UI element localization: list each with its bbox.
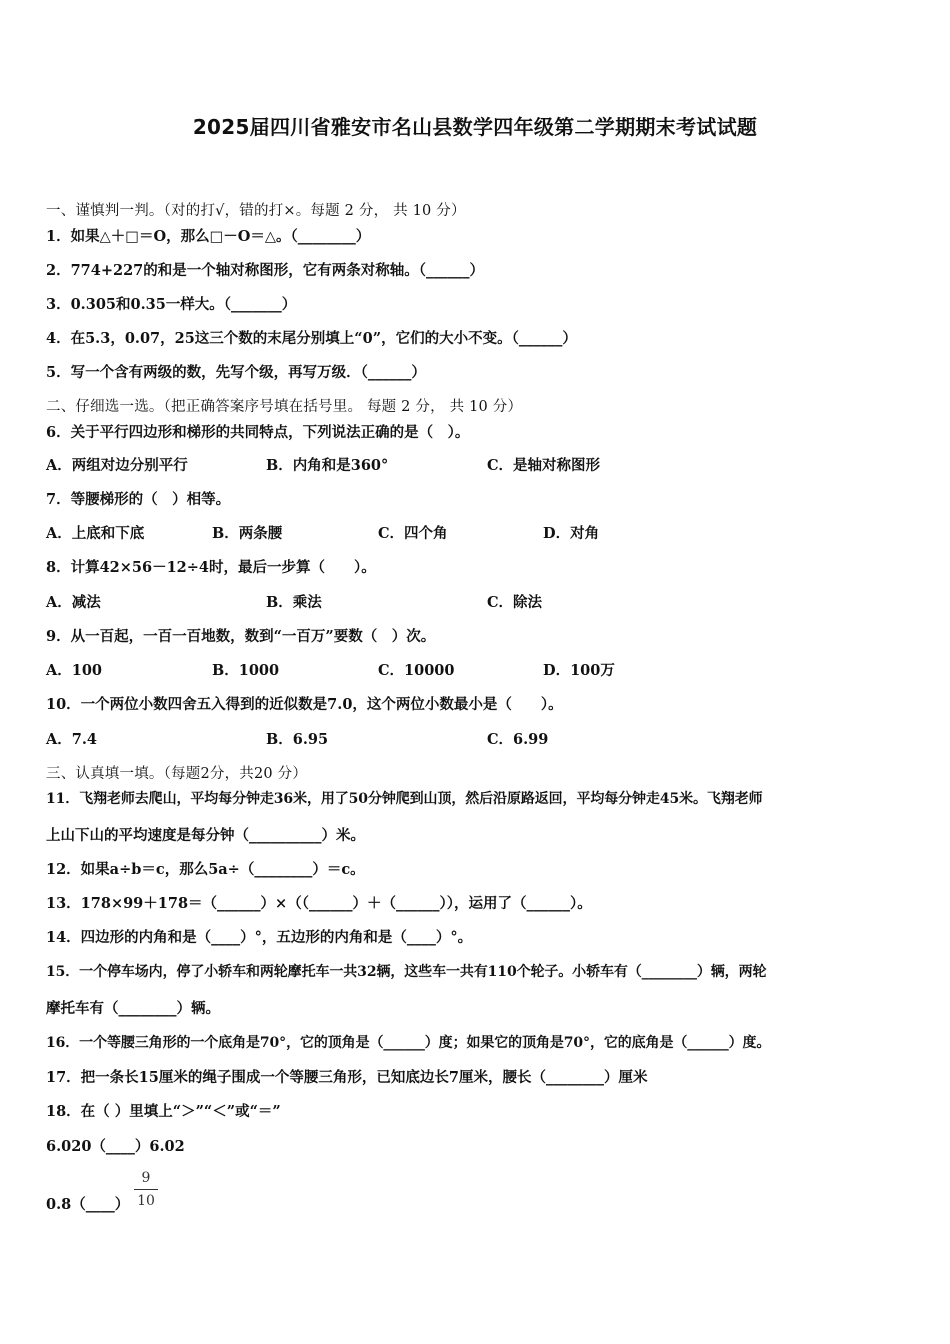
question-16: 16．一个等腰三角形的一个底角是70°，它的顶角是（______）度；如果它的顶角是70°，它的底角是（______）度。	[46, 1035, 771, 1051]
question-7: 7．等腰梯形的（ ）相等。	[46, 491, 231, 508]
fraction-numerator: 9	[141, 1170, 151, 1186]
question-9: 9．从一百起，一百一百地数，数到“一百万”要数（ ）次。	[46, 628, 436, 645]
q7-option-a: A．上底和下底	[46, 525, 145, 542]
question-11-line-1: 11．飞翔老师去爬山，平均每分钟走36米，用了50分钟爬到山顶，然后沿原路返回，平均每分钟走45米。飞翔老师	[46, 791, 763, 807]
question-18-part-b: 0.8（____）	[46, 1196, 130, 1213]
q7-option-d: D．对角	[543, 525, 600, 542]
question-4: 4．在5.3，0.07，25这三个数的末尾分别填上“0”，它们的大小不变。（______）	[46, 330, 577, 347]
q9-option-b: B．1000	[212, 662, 280, 679]
question-15-line-2: 摩托车有（________）辆。	[46, 1000, 220, 1017]
q6-option-a: A．两组对边分别平行	[46, 457, 188, 474]
question-12: 12．如果a÷b＝c，那么5a÷（________）＝c。	[46, 861, 365, 878]
fraction-denominator: 10	[137, 1193, 155, 1209]
question-8: 8．计算42×56－12÷4时，最后一步算（ ）。	[46, 559, 376, 576]
page-title: 2025届四川省雅安市名山县数学四年级第二学期期末考试试题	[192, 115, 758, 139]
question-15-line-1: 15．一个停车场内，停了小轿车和两轮摩托车一共32辆，这些车一共有110个轮子。小轿车有（________）辆，两轮	[46, 964, 767, 980]
question-10: 10．一个两位小数四舍五入得到的近似数是7.0，这个两位小数最小是（ ）。	[46, 696, 563, 713]
question-13: 13．178×99＋178＝（______）×（（______）＋（______）），运用了（______）。	[46, 895, 592, 912]
question-17: 17．把一条长15厘米的绳子围成一个等腰三角形，已知底边长7厘米，腰长（________）厘米	[46, 1069, 648, 1086]
section-2-header: 二、仔细选一选。（把正确答案序号填在括号里。 每题 2 分， 共 10 分）	[46, 399, 523, 415]
q8-option-b: B．乘法	[266, 594, 322, 611]
fraction-bar	[134, 1189, 158, 1190]
q7-option-c: C．四个角	[378, 525, 448, 542]
q10-option-a: A．7.4	[46, 731, 97, 748]
q9-option-c: C．10000	[378, 662, 455, 679]
q10-option-c: C．6.99	[487, 731, 549, 748]
section-3-header: 三、认真填一填。（每题2分，共20 分）	[46, 766, 308, 782]
q7-option-b: B．两条腰	[212, 525, 283, 542]
question-5: 5．写一个含有两级的数，先写个级，再写万级．（______）	[46, 364, 426, 381]
question-18: 18．在（ ）里填上“＞”“＜”或“＝”	[46, 1103, 281, 1120]
q6-option-c: C．是轴对称图形	[487, 457, 601, 474]
q9-option-a: A．100	[46, 662, 103, 679]
q9-option-d: D．100万	[543, 662, 615, 679]
question-2: 2．774+227的和是一个轴对称图形，它有两条对称轴。（______）	[46, 262, 485, 279]
question-11-line-2: 上山下山的平均速度是每分钟（__________）米。	[46, 827, 365, 844]
q6-option-b: B．内角和是360°	[266, 457, 389, 474]
section-1-header: 一、谨慎判一判。（对的打√，错的打×。每题 2 分， 共 10 分）	[46, 203, 466, 219]
q10-option-b: B．6.95	[266, 731, 329, 748]
question-14: 14．四边形的内角和是（____）°，五边形的内角和是（____）°。	[46, 929, 473, 946]
question-6: 6．关于平行四边形和梯形的共同特点，下列说法正确的是（ ）。	[46, 424, 470, 441]
fraction-nine-tenths	[134, 1169, 158, 1210]
q8-option-c: C．除法	[487, 594, 543, 611]
question-18-part-a: 6.020（____）6.02	[46, 1138, 185, 1155]
question-1: 1．如果△＋□＝O，那么□－O＝△。（________）	[46, 228, 371, 245]
q8-option-a: A．减法	[46, 594, 101, 611]
question-3: 3．0.305和0.35一样大。（_______）	[46, 296, 297, 313]
